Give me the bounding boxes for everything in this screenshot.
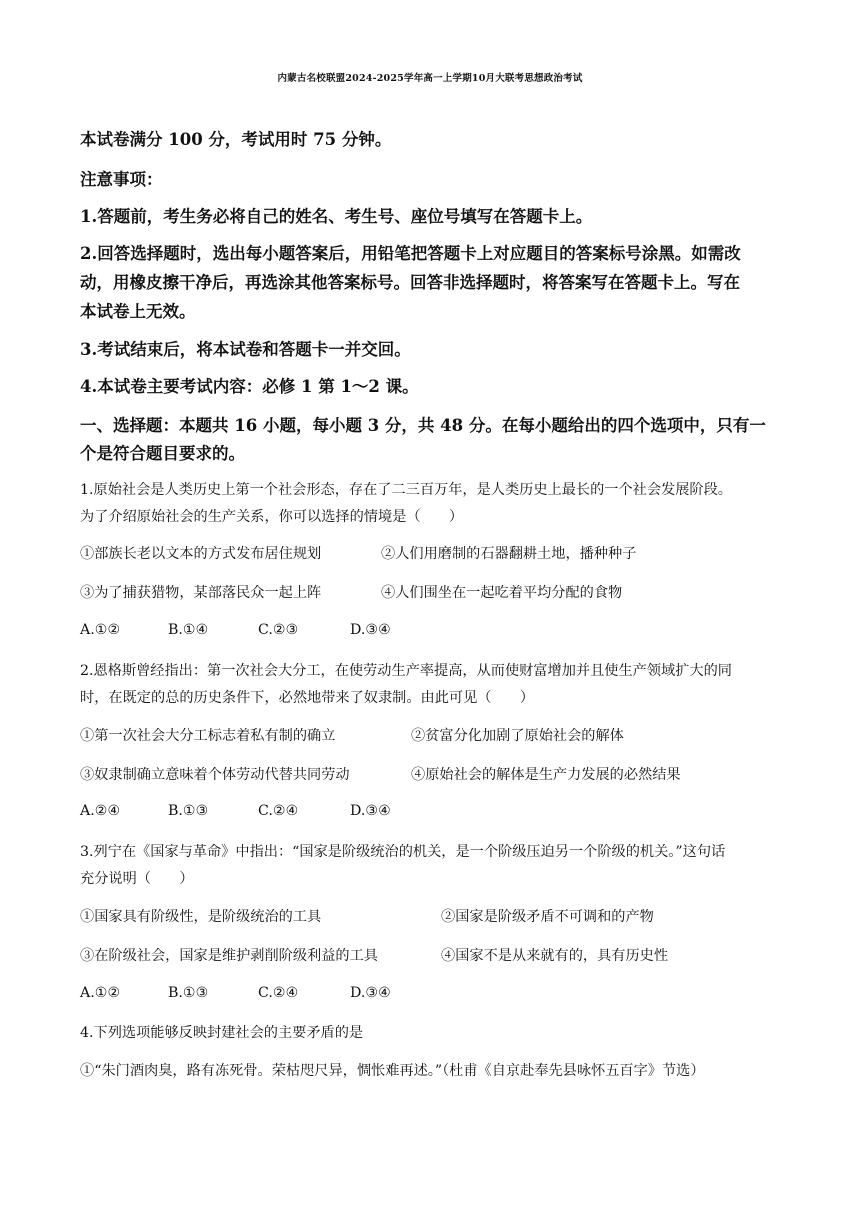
question-1-stem-line-1: 1.原始社会是人类历史上第一个社会形态，存在了二三百万年，是人类历史上最长的一个社会发展阶段。 [80,482,732,498]
question-3-stem-line-1: 3.列宁在《国家与革命》中指出：“国家是阶级统治的机关，是一个阶级压迫另一个阶级的机关。”这句话 [80,844,726,860]
question-1-choice-d: D.③④ [350,622,391,638]
question-3-choice-a: A.①② [80,985,121,1001]
notice-header: 注意事项： [80,170,163,189]
question-2-statement-3: ③奴隶制确立意味着个体劳动代替共同劳动 [80,767,350,783]
question-3-choice-b: B.①③ [168,985,209,1001]
question-1-statement-2: ②人们用磨制的石器翻耕土地，播种种子 [381,546,637,562]
question-2-stem-line-2: 时，在既定的总的历史条件下，必然地带来了奴隶制。由此可见（ ） [80,690,535,706]
question-2-statement-1: ①第一次社会大分工标志着私有制的确立 [80,728,336,744]
question-3-statement-4: ④国家不是从来就有的，具有历史性 [441,948,669,964]
notice-item-3: 3.考试结束后，将本试卷和答题卡一并交回。 [80,340,411,359]
section-heading-line-2: 个是符合题目要求的。 [80,444,245,463]
question-1-choice-b: B.①④ [168,622,209,638]
question-2-stem-line-1: 2.恩格斯曾经指出：第一次社会大分工，在使劳动生产率提高，从而使财富增加并且使生产领域扩大的同 [80,663,732,679]
question-3-choice-d: D.③④ [350,985,391,1001]
question-2-statement-4: ④原始社会的解体是生产力发展的必然结果 [411,767,681,783]
question-3-statement-1: ①国家具有阶级性，是阶级统治的工具 [80,909,322,925]
question-4-statement-1: ①“朱门酒肉臭，路有冻死骨。荣枯咫尺异，惆怅难再述。”（杜甫《自京赴奉先县咏怀五百字》节选） [80,1063,705,1079]
notice-item-4: 4.本试卷主要考试内容：必修 1 第 1～2 课。 [80,377,419,396]
question-3-statement-2: ②国家是阶级矛盾不可调和的产物 [441,909,654,925]
question-1-choice-a: A.①② [80,622,121,638]
notice-item-2-line-2: 动，用橡皮擦干净后，再选涂其他答案标号。回答非选择题时，将答案写在答题卡上。写在 [80,273,740,292]
exam-title: 内蒙古名校联盟2024-2025学年高一上学期10月大联考思想政治考试 [277,73,583,84]
question-1-statement-1: ①部族长老以文本的方式发布居住规划 [80,546,322,562]
question-4-stem: 4.下列选项能够反映封建社会的主要矛盾的是 [80,1025,364,1041]
notice-item-1: 1.答题前，考生务必将自己的姓名、考生号、座位号填写在答题卡上。 [80,207,593,226]
question-1-choice-c: C.②③ [258,622,299,638]
notice-item-2-line-1: 2.回答选择题时，选出每小题答案后，用铅笔把答题卡上对应题目的答案标号涂黑。如需改 [80,244,741,263]
question-1-stem-line-2: 为了介绍原始社会的生产关系，你可以选择的情境是（ ） [80,509,464,525]
question-2-choice-a: A.②④ [80,803,121,819]
question-3-choice-c: C.②④ [258,985,299,1001]
question-2-choice-d: D.③④ [350,803,391,819]
question-3-stem-line-2: 充分说明（ ） [80,871,194,887]
question-2-choice-b: B.①③ [168,803,209,819]
section-heading-line-1: 一、选择题：本题共 16 小题，每小题 3 分，共 48 分。在每小题给出的四个选项中，只有一 [80,416,766,435]
question-1-statement-4: ④人们围坐在一起吃着平均分配的食物 [381,585,623,601]
question-2-statement-2: ②贫富分化加剧了原始社会的解体 [411,728,624,744]
question-2-choice-c: C.②④ [258,803,299,819]
question-1-statement-3: ③为了捕获猎物，某部落民众一起上阵 [80,585,322,601]
question-3-statement-3: ③在阶级社会，国家是维护剥削阶级利益的工具 [80,948,378,964]
notice-item-2-line-3: 本试卷上无效。 [80,302,196,321]
score-time-note: 本试卷满分 100 分，考试用时 75 分钟。 [80,130,392,149]
